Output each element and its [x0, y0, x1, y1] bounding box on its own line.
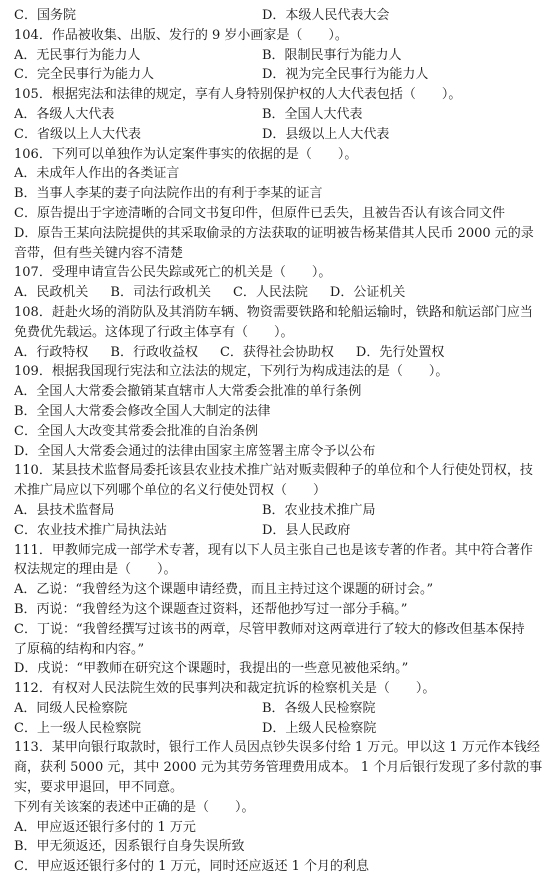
q105-options-cd	[14, 125, 544, 145]
q110-stem-line1: 110．某县技术监督局委托该县农业技术推广站对贩卖假种子的单位和个人行使处罚权，技	[14, 463, 533, 479]
q106-option-c: C．原告提出于字迹清晰的合同文书复印件，但原件已丢失，且被告否认有该合同文件	[14, 205, 505, 221]
q112-options-cd	[14, 719, 544, 739]
q113-stem-line1: 113．某甲向银行取款时，银行工作人员因点钞失误多付给 1 万元。甲以这 1 万元作本钱经	[14, 740, 540, 756]
q107-stem: 107．受理申请宣告公民失踪或死亡的机关是（ ）。	[14, 265, 332, 281]
q104-option-c: C．完全民事行为能力人	[14, 67, 154, 83]
q104-stem: 104．作品被收集、出版、发行的 9 岁小画家是（ ）。	[14, 27, 348, 43]
q113-option-b: B．甲无须返还，因系银行自身失误所致	[14, 839, 245, 855]
q109-option-a: A．全国人大常委会撤销某直辖市人大常委会批准的单行条例	[14, 384, 362, 400]
q112-option-a: A．同级人民检察院	[14, 700, 128, 716]
q106-stem: 106．下列可以单独作为认定案件事实的依据的是（ ）。	[14, 146, 358, 162]
q107-options	[14, 283, 544, 303]
q113-option-c: C．甲应返还银行多付的 1 万元，同时还应返还 1 个月的利息	[14, 859, 370, 875]
q108-option-b: B．行政收益权	[110, 344, 198, 360]
q113-option-a: A．甲应返还银行多付的 1 万元	[14, 819, 196, 835]
q113-stem-line3: 实，要求甲退回，甲不同意。	[14, 780, 184, 796]
q107-option-b: B．司法行政机关	[110, 285, 211, 301]
q111-option-d: D．戌说：“甲教师在研究这个课题时，我提出的一些意见被他采纳。”	[14, 661, 409, 677]
q110-options-cd	[14, 521, 544, 541]
q105-option-a: A．各级人大代表	[14, 106, 115, 122]
q105-options-ab	[14, 105, 544, 125]
q104-option-d: D．视为完全民事行为能力人	[262, 67, 429, 83]
q111-option-c-line1: C．丁说：“我曾经撰写过该书的两章，尽管甲教师对这两章进行了较大的修改但基本保持	[14, 621, 525, 637]
q108-stem-line2: 免费优先载运。这体现了行政主体享有（ ）。	[14, 324, 294, 340]
q107-option-c: C．人民法院	[232, 285, 308, 301]
q108-option-d: D．先行处置权	[355, 344, 445, 360]
q108-options	[14, 343, 544, 363]
q107-option-a: A．民政机关	[14, 285, 89, 301]
q112-option-d: D．上级人民检察院	[262, 720, 377, 736]
q108-stem-line1: 108．赶赴火场的消防队及其消防车辆、物资需要铁路和轮船运输时，铁路和航运部门应当	[14, 304, 533, 320]
q103-option-d: D．本级人民代表大会	[262, 8, 390, 23]
q105-option-d: D．县级以上人大代表	[262, 126, 390, 142]
q105-option-c: C．省级以上人大代表	[14, 126, 141, 142]
q110-option-c: C．农业技术推广局执法站	[14, 522, 167, 538]
q103-option-c: C．国务院	[14, 8, 76, 23]
q113-stem-line4: 下列有关该案的表述中正确的是（ ）。	[14, 799, 255, 815]
q103-options-cd	[14, 6, 544, 26]
q108-option-c: C．获得社会协助权	[219, 344, 334, 360]
q111-stem-line1: 111．甲教师完成一部学术专著，现有以下人员主张自己也是该专著的作者。其中符合著作	[14, 542, 533, 558]
q104-option-a: A．无民事行为能力人	[14, 47, 141, 63]
q112-option-c: C．上一级人民检察院	[14, 720, 141, 736]
q106-option-d-line1: D．原告王某向法院提供的其采取偷录的方法获取的证明被告杨某借其人民币 2000 元的录	[14, 225, 534, 241]
q111-option-b: B．丙说：“我曾经为这个课题查过资料，还帮他抄写过一部分手稿。”	[14, 601, 408, 617]
q111-option-c-line2: 了原稿的结构和内容。”	[14, 641, 145, 657]
q110-options-ab	[14, 501, 544, 521]
q112-option-b: B．各级人民检察院	[262, 700, 376, 716]
q106-option-a: A．未成年人作出的各类证言	[14, 166, 180, 182]
q111-stem-line2: 权法规定的理由是（ ）。	[14, 562, 177, 578]
q112-options-ab	[14, 699, 544, 719]
q104-option-b: B．限制民事行为能力人	[262, 47, 402, 63]
q109-option-c: C．全国人大改变其常委会批准的自治条例	[14, 423, 258, 439]
q110-stem-line2: 术推广局应以下列哪个单位的名义行使处罚权（ ）	[14, 483, 327, 499]
q107-option-d: D．公证机关	[329, 285, 406, 301]
q111-option-a: A．乙说：“我曾经为这个课题申请经费，而且主持过这个课题的研讨会。”	[14, 582, 434, 598]
q110-option-a: A．县技术监督局	[14, 502, 115, 518]
q105-option-b: B．全国人大代表	[262, 106, 363, 122]
q113-stem-line2: 商，获利 5000 元，其中 2000 元为其劳务管理费用成本。 1 个月后银行发现了多付款的事	[14, 760, 543, 776]
q105-stem: 105．根据宪法和法律的规定，享有人身特别保护权的人大代表包括（ ）。	[14, 87, 462, 103]
q112-stem: 112．有权对人民法院生效的民事判决和裁定抗诉的检察机关是（ ）。	[14, 681, 436, 697]
q104-options-cd	[14, 65, 544, 85]
q109-stem: 109．根据我国现行宪法和立法法的规定，下列行为构成违法的是（ ）。	[14, 364, 449, 380]
q109-option-b: B．全国人大常委会修改全国人大制定的法律	[14, 403, 271, 419]
q104-options-ab	[14, 46, 544, 66]
q110-option-d: D．县人民政府	[262, 522, 351, 538]
q108-option-a: A．行政特权	[14, 344, 89, 360]
q109-option-d: D．全国人大常委会通过的法律由国家主席签署主席令予以公布	[14, 443, 376, 459]
q106-option-d-line2: 音带，但有些关键内容不清楚	[14, 245, 184, 261]
q106-option-b: B．当事人李某的妻子向法院作出的有利于李某的证言	[14, 186, 323, 202]
q110-option-b: B．农业技术推广局	[262, 502, 376, 518]
